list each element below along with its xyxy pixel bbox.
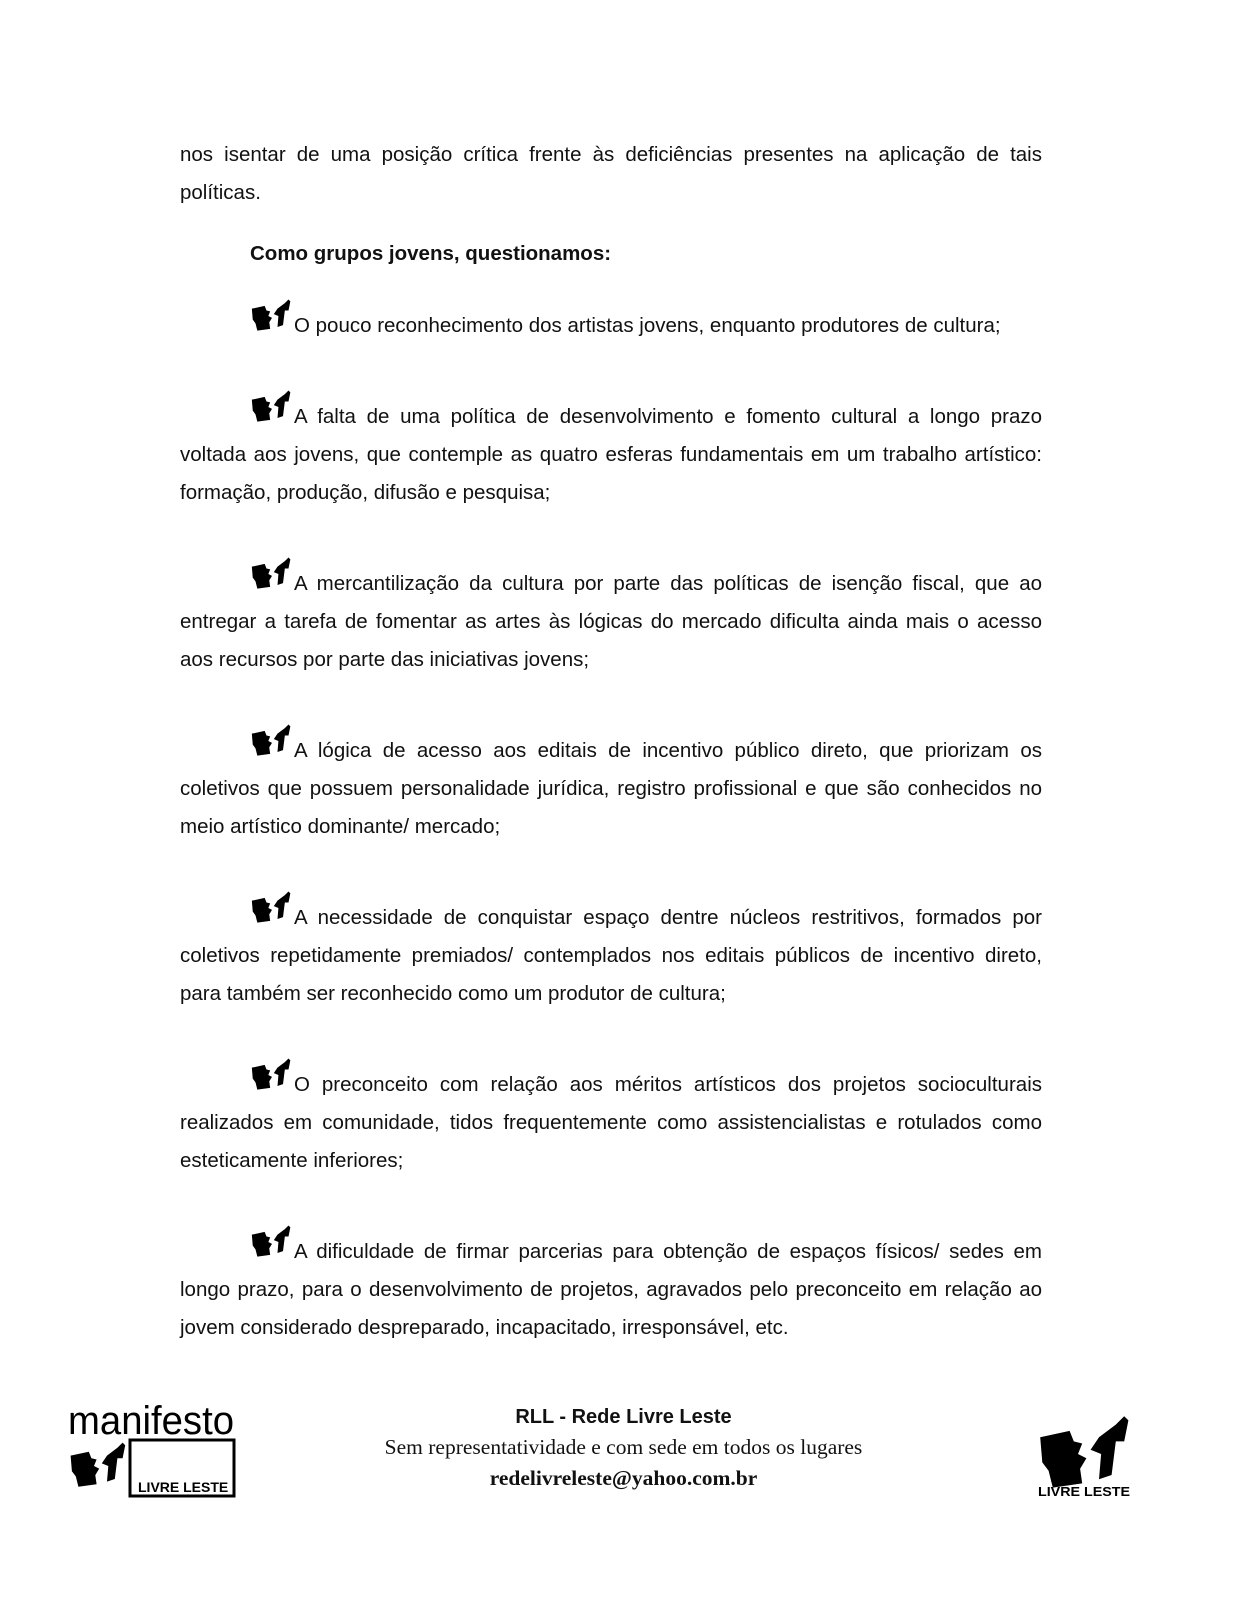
section-heading: Como grupos jovens, questionamos: (250, 242, 612, 265)
list-item-text: A dificuldade de firmar parcerias para obtenção de espaços físicos/ sedes em longo prazo, para o desenvolvimento de projetos, agravados pelo preconceito em relação ao jovem considerado despreparado, incapacitado, irresponsável, etc. (180, 1240, 1042, 1339)
livre-leste-logo (1036, 1412, 1132, 1498)
livre-leste-bullet-icon (250, 721, 294, 761)
intro-paragraph: nos isentar de uma posição crítica frente às deficiências presentes na aplicação de tais políticas. (180, 143, 1042, 204)
item-list (180, 296, 1042, 1347)
livre-leste-bullet-icon (250, 296, 294, 336)
list-item (180, 721, 1042, 846)
footer-email: redelivreleste@yahoo.com.br (489, 1466, 758, 1490)
livre-leste-bullet-icon (250, 554, 294, 594)
svg-text:LIVRE LESTE: LIVRE LESTE (138, 1479, 229, 1495)
list-item-text: A necessidade de conquistar espaço dentre núcleos restritivos, formados por coletivos repetidamente premiados/ contemplados nos editais públicos de incentivo direto, para também ser reconhecido como um produtor de cultura; (180, 906, 1042, 1005)
list-item (180, 1055, 1042, 1180)
list-item-text: O preconceito com relação aos méritos artísticos dos projetos socioculturais realizados em comunidade, tidos frequentemente como assistencialistas e rotulados como esteticamente inferiores; (180, 1073, 1042, 1172)
list-item (180, 1222, 1042, 1347)
document-body (180, 136, 1042, 1389)
list-item (180, 387, 1042, 512)
svg-text:manifesto: manifesto (68, 1399, 234, 1443)
list-item (180, 888, 1042, 1013)
livre-leste-bullet-icon (250, 888, 294, 928)
footer-title: RLL - Rede Livre Leste (515, 1406, 732, 1428)
livre-leste-bullet-icon (250, 1055, 294, 1095)
list-item (180, 296, 1042, 345)
list-item-text: O pouco reconhecimento dos artistas jovens, enquanto produtores de cultura; (294, 314, 1001, 337)
livre-leste-bullet-icon (250, 1222, 294, 1262)
footer-subtitle: Sem representatividade e com sede em todos os lugares (384, 1435, 863, 1459)
svg-text:LIVRE LESTE: LIVRE LESTE (1038, 1484, 1131, 1498)
list-item-text: A falta de uma política de desenvolvimento e fomento cultural a longo prazo voltada aos jovens, que contemple as quatro esferas fundamentais em um trabalho artístico: formação, produção, difusão e pesquisa; (180, 405, 1042, 504)
list-item-text: A mercantilização da cultura por parte das políticas de isenção fiscal, que ao entregar a tarefa de fomentar as artes às lógicas do mercado dificulta ainda mais o acesso aos recursos por parte das iniciativas jovens; (180, 572, 1042, 671)
manifesto-policentrico-logo (66, 1396, 238, 1500)
livre-leste-bullet-icon (250, 387, 294, 427)
list-item-text: A lógica de acesso aos editais de incentivo público direto, que priorizam os coletivos que possuem personalidade jurídica, registro profissional e que são conhecidos no meio artístico dominante/ mercado; (180, 739, 1042, 838)
list-item (180, 554, 1042, 679)
